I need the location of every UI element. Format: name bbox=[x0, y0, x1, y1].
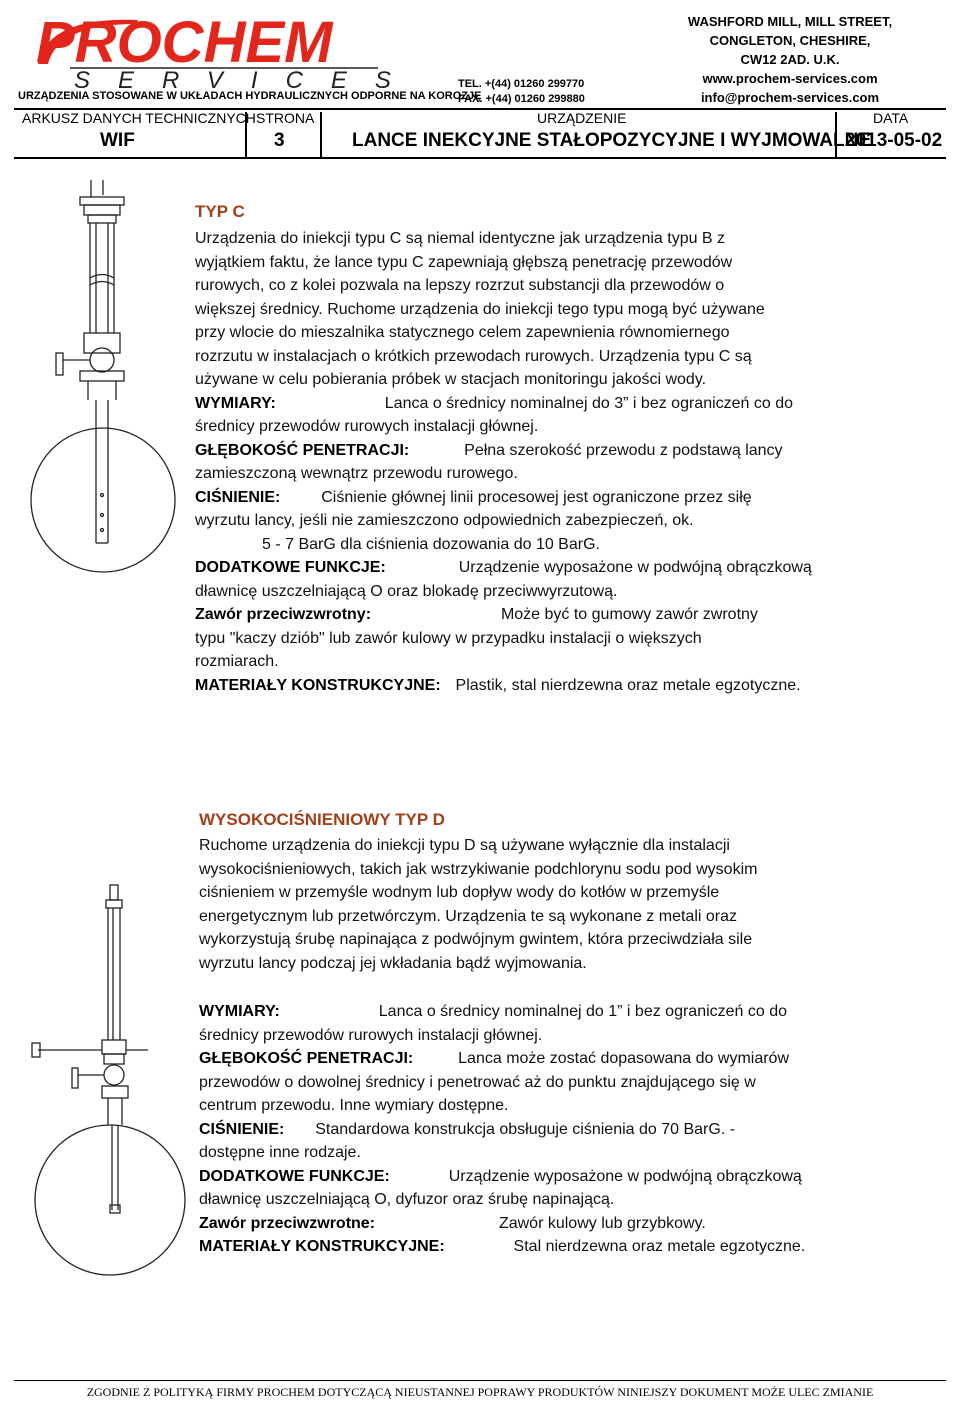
materials-row bbox=[195, 674, 935, 698]
depth-row bbox=[199, 1047, 939, 1071]
dimensions-row bbox=[199, 1000, 939, 1024]
materials-label: MATERIAŁY KONSTRUKCYJNE: bbox=[195, 676, 441, 694]
type-d-lance-drawing bbox=[18, 880, 193, 1360]
type-c-lance-drawing bbox=[18, 175, 193, 635]
type-c-title: TYP C bbox=[195, 202, 245, 221]
document-date: 2013-05-02 bbox=[845, 130, 943, 151]
lance-diagram bbox=[18, 880, 193, 1360]
depth-label: GŁĘBOKOŚĆ PENETRACJI: bbox=[199, 1050, 414, 1067]
paragraph-line: rozmiarach. bbox=[195, 653, 279, 670]
device-label: URZĄDZENIE bbox=[537, 110, 627, 126]
paragraph-line: używane w celu pobierania próbek w stacjach monitoringu jakości wody. bbox=[195, 371, 707, 388]
header-divider-bottom bbox=[14, 157, 946, 159]
extra-features-value: Urządzenie wyposażone w podwójną obrączkową bbox=[458, 559, 812, 576]
materials-value: Plastik, stal nierdzewna oraz metale egzotyczne. bbox=[455, 676, 801, 694]
header-column-divider bbox=[320, 112, 322, 158]
paragraph-line: większej średnicy. Ruchome urządzenia do iniekcji tego typu mogą być używane bbox=[195, 300, 765, 318]
dimensions-value: Lanca o średnicy nominalnej do 1” i bez ograniczeń co do bbox=[378, 1003, 788, 1020]
extra-features-label: DODATKOWE FUNKCJE: bbox=[199, 1167, 390, 1185]
footer-disclaimer: ZGODNIE Z POLITYKĄ FIRMY PROCHEM DOTYCZĄCĄ NIEUSTANNEJ POPRAWY PRODUKTÓW NINIEJSZY DOKUMENT MOŻE ULEC ZMIANIE bbox=[86, 1385, 874, 1399]
paragraph-line: wyjątkiem faktu, że lance typu C zapewniają głębszą penetrację przewodów bbox=[195, 253, 733, 271]
phone-number: TEL. +(44) 01260 299770 bbox=[458, 78, 585, 90]
paragraph-line: rozrzutu w instalacjach o krótkich przewodach rurowych. Urządzenia typu C są bbox=[195, 347, 752, 365]
paragraph-line: centrum przewodu. Inne wymiary dostępne. bbox=[199, 1097, 509, 1114]
date-label: DATA bbox=[873, 110, 909, 126]
valve-row bbox=[195, 603, 935, 627]
depth-label: GŁĘBOKOŚĆ PENETRACJI: bbox=[195, 441, 410, 459]
materials-row bbox=[199, 1235, 939, 1259]
footer-divider bbox=[14, 1380, 946, 1381]
website-link[interactable]: www.prochem-services.com bbox=[702, 71, 878, 86]
logo-brand: PROCHEM bbox=[36, 10, 333, 75]
paragraph-line: wyrzutu lancy, jeśli nie zamieszczono odpowiednich zabezpieczeń, ok. bbox=[195, 512, 694, 529]
paragraph-line: 5 - 7 BarG dla ciśnienia dozowania do 10 BarG. bbox=[262, 535, 600, 553]
paragraph-line: wysokociśnieniowych, takich jak wstrzykiwanie podchlorynu sodu pod wysokim bbox=[199, 860, 758, 878]
depth-value: Pełna szerokość przewodu z podstawą lancy bbox=[464, 441, 783, 459]
sheet-label: ARKUSZ DANYCH TECHNICZNYCH bbox=[22, 110, 256, 126]
dimensions-value: Lanca o średnicy nominalnej do 3” i bez ograniczeń co do bbox=[384, 394, 794, 412]
paragraph-line: dławnicę uszczelniającą O, dyfuzor oraz śrubę napinającą. bbox=[199, 1191, 615, 1208]
page-label: STRONA bbox=[256, 110, 315, 126]
paragraph-line: średnicy przewodów rurowych instalacji głównej. bbox=[195, 418, 539, 435]
extra-features-row bbox=[195, 556, 935, 580]
valve-value: Może być to gumowy zawór zwrotny bbox=[500, 606, 758, 623]
extra-features-value: Urządzenie wyposażone w podwójną obrączkową bbox=[448, 1167, 802, 1185]
address-line: CW12 2AD. U.K. bbox=[740, 52, 840, 67]
pressure-row bbox=[195, 486, 935, 510]
company-address bbox=[640, 12, 940, 107]
materials-value: Stal nierdzewna oraz metale egzotyczne. bbox=[513, 1238, 806, 1255]
valve-row bbox=[199, 1212, 939, 1236]
depth-row bbox=[195, 439, 935, 463]
extra-features-row bbox=[199, 1165, 939, 1189]
type-c-description bbox=[195, 227, 935, 697]
paragraph-line: Urządzenia do iniekcji typu C są niemal identyczne jak urządzenia typu B z bbox=[195, 230, 726, 247]
fax-number: FAX. +(44) 01260 299880 bbox=[458, 93, 585, 105]
valve-value: Zawór kulowy lub grzybkowy. bbox=[498, 1214, 706, 1232]
type-d-title: WYSOKOCIŚNIENIOWY TYP D bbox=[199, 810, 445, 829]
paragraph-line: średnicy przewodów rurowych instalacji głównej. bbox=[199, 1026, 543, 1044]
paragraph-line: przy wlocie do mieszalnika statycznego celem zapewnienia równomiernego bbox=[195, 324, 730, 341]
paragraph-line: zamieszczoną wewnątrz przewodu rurowego. bbox=[195, 465, 518, 482]
dimensions-label: WYMIARY: bbox=[195, 394, 276, 412]
paragraph-line: energetycznym lub przetwórczym. Urządzenia te są wykonane z metali oraz bbox=[199, 907, 737, 925]
pressure-value: Standardowa konstrukcja obsługuje ciśnienia do 70 BarG. - bbox=[315, 1120, 736, 1138]
paragraph-line: Ruchome urządzenia do iniekcji typu D są używane wyłącznie dla instalacji bbox=[199, 837, 730, 854]
pressure-label: CIŚNIENIE: bbox=[199, 1120, 285, 1138]
pressure-value: Ciśnienie głównej linii procesowej jest ograniczone przez siłę bbox=[321, 488, 752, 506]
materials-label: MATERIAŁY KONSTRUKCYJNE: bbox=[199, 1238, 445, 1255]
dimensions-row bbox=[195, 392, 935, 416]
paragraph-line: typu "kaczy dziób" lub zawór kulowy w przypadku instalacji o większych bbox=[195, 629, 702, 647]
paragraph-line: dławnicę uszczelniającą O oraz blokadę przeciwwyrzutową. bbox=[195, 582, 618, 600]
address-line: CONGLETON, CHESHIRE, bbox=[709, 33, 871, 48]
email-link[interactable]: info@prochem-services.com bbox=[700, 90, 880, 105]
paragraph-line: ciśnieniem w przemyśle wodnym lub dopływ wody do kotłów w przemyśle bbox=[199, 884, 720, 901]
pressure-row bbox=[199, 1118, 939, 1142]
company-tagline: URZĄDZENIA STOSOWANE W UKŁADACH HYDRAULICZNYCH ODPORNE NA KOROZJĘ bbox=[18, 90, 482, 102]
extra-features-label: DODATKOWE FUNKCJE: bbox=[195, 559, 386, 576]
sheet-value: WIF bbox=[100, 130, 135, 151]
address-line: WASHFORD MILL, MILL STREET, bbox=[687, 14, 893, 29]
paragraph-line: wykorzystują śrubę napinająca z podwójnym gwintem, która przeciwdziała sile bbox=[199, 931, 753, 948]
prochem-logo-graphic bbox=[18, 6, 448, 90]
valve-label: Zawór przeciwzwrotne: bbox=[199, 1214, 376, 1232]
valve-label: Zawór przeciwzwrotny: bbox=[195, 606, 372, 623]
page-number: 3 bbox=[274, 130, 285, 151]
paragraph-line: rurowych, co z kolei pozwala na lepszy rozrzut substancji dla przewodów o bbox=[195, 277, 725, 294]
paragraph-line: przewodów o dowolnej średnicy i penetrować aż do punktu znajdującego się w bbox=[199, 1073, 756, 1091]
pressure-label: CIŚNIENIE: bbox=[195, 488, 281, 506]
type-d-description bbox=[199, 834, 939, 975]
device-title: LANCE INEKCYJNE STAŁOPOZYCYJNE I WYJMOWALNE bbox=[352, 130, 872, 151]
paragraph-line: wyrzutu lancy podczaj jej wkładania bądź wyjmowania. bbox=[199, 954, 587, 972]
paragraph-line: dostępne inne rodzaje. bbox=[199, 1144, 361, 1161]
type-d-specs bbox=[199, 1000, 939, 1259]
dimensions-label: WYMIARY: bbox=[199, 1003, 280, 1020]
logo-sub: SERVICES bbox=[74, 67, 419, 90]
depth-value: Lanca może zostać dopasowana do wymiarów bbox=[458, 1050, 789, 1067]
company-logo bbox=[18, 6, 448, 90]
lance-diagram bbox=[18, 175, 193, 635]
